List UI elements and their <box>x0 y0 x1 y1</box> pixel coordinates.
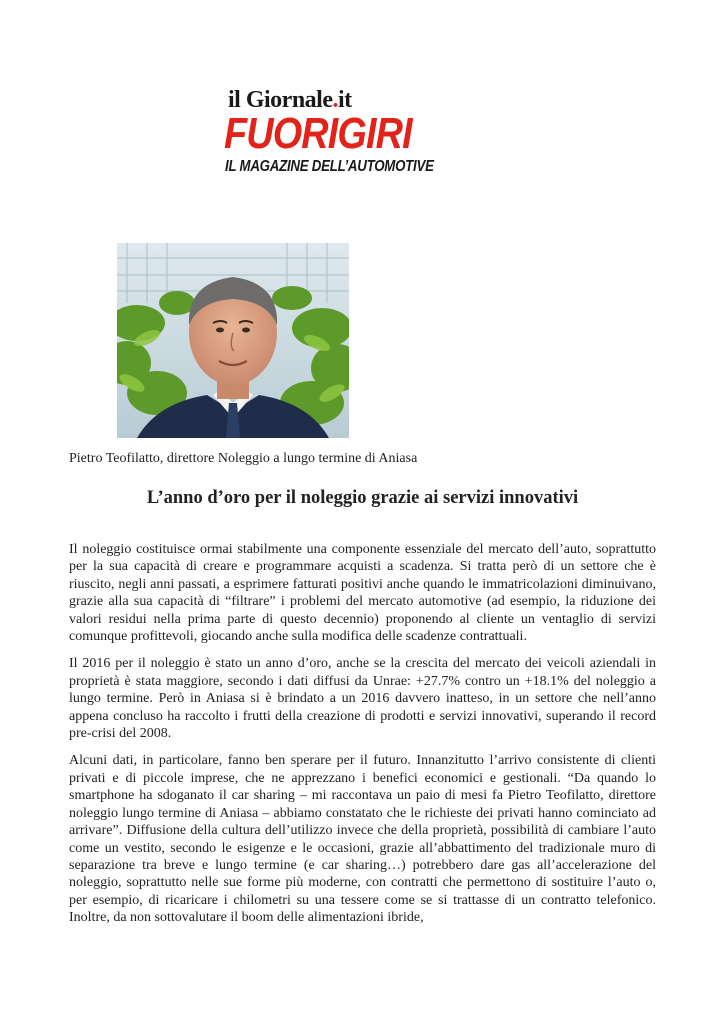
portrait-photo <box>117 243 349 438</box>
article-paragraph: Il 2016 per il noleggio è stato un anno d’oro, anche se la crescita del mercato dei veicoli aziendali in proprietà è stata maggiore, secondo i dati diffusi da Unrae: +27.7% contro un +18.1% del noleggio a lungo termine. Però in Aniasa si è brindato a un 2016 davvero inatteso, in un settore che nell’anno appena concluso ha raccolto i frutti della creazione di prodotti e servizi innovativi, superando il record pre-crisi del 2008. <box>69 656 656 742</box>
logo-brand-dot: . <box>332 87 338 113</box>
article-body <box>69 541 656 937</box>
logo-brand-tld: it <box>338 87 352 113</box>
photo-caption: Pietro Teofilatto, direttore Noleggio a lungo termine di Aniasa <box>69 451 418 466</box>
logo-subtitle: IL MAGAZINE DELL’AUTOMOTIVE <box>225 158 434 175</box>
publication-logo <box>224 86 439 178</box>
portrait-illustration <box>117 243 349 438</box>
article-paragraph: Alcuni dati, in particolare, fanno ben sperare per il futuro. Innanzitutto l’arrivo consistente di clienti privati e di piccole imprese, che ne apprezzano i benefici economici e gestionali. “Da quando lo smartphone ha sdoganato il car sharing – mi raccontava un paio di mesi fa Pietro Teofilatto, direttore noleggio lungo termine di Aniasa – abbiamo constatato che le richieste dei privati hanno cominciato ad arrivare”. Diffusione della cultura dell’utilizzo invece che della proprietà, possibilità di cambiare l’auto come un vestito, secondo le esigenze e le occasioni, grazie all’abbattimento del tradizionale muro di separazione tra breve e lungo termine (e car sharing…) potrebbero dare gas all’accelerazione del noleggio, soprattutto nelle sue forme più moderne, con contratti che permettono di sostituire l’auto o, per esempio, di ricaricare i chilometri su una tessere come se si trattasse di un contratto telefonico. Inoltre, da non sottovalutare il boom delle alimentazioni ibride, <box>69 753 656 926</box>
logo-brand-name: il Giornale <box>228 87 333 113</box>
article-headline: L’anno d’oro per il noleggio grazie ai servizi innovativi <box>146 488 579 508</box>
article-paragraph: Il noleggio costituisce ormai stabilmente una componente essenziale del mercato dell’auto, soprattutto per la sua capacità di creare e programmare acquisti a scadenza. Si tratta però di un settore che è riuscito, negli anni passati, a esprimere fatturati positivi anche quando le immatricolazioni diminuivano, grazie alla sua capacità di “filtrare” i problemi del mercato automotive (ad esempio, la riduzione dei valori residui nella prima parte di questo decennio) proponendo al cliente un ventaglio di servizi comunque profittevoli, giocando anche sulla modifica delle scadenze contrattuali. <box>69 542 656 645</box>
logo-title: FUORIGIRI <box>224 109 412 158</box>
